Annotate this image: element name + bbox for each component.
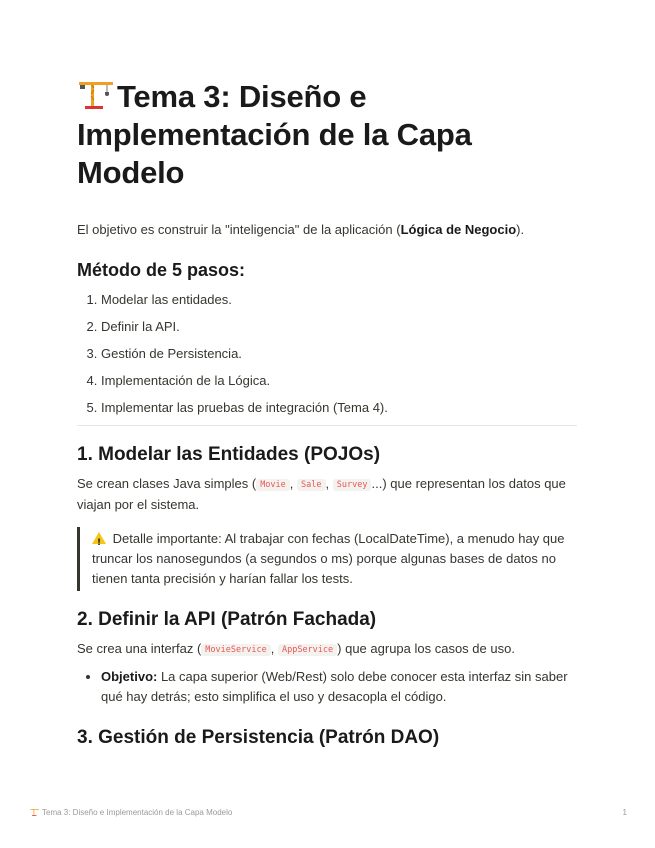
callout-quote: ! Detalle importante: Al trabajar con fechas (LocalDateTime), a menudo hay que truncar los nanosegundos (a segundos o ms) porque algunas bases de datos no tienen tanta precisión y harían fallar los tests. <box>77 527 577 591</box>
list-item: 4. Implementación de la Lógica. <box>101 371 577 391</box>
method-heading: Método de 5 pasos: <box>77 260 246 280</box>
code-inline: MovieService <box>201 644 270 656</box>
section2-bullets <box>77 667 577 707</box>
section1-heading: 1. Modelar las Entidades (POJOs) <box>77 444 381 465</box>
section2-paragraph: Se crea una interfaz ( MovieService , AppService ) que agrupa los casos de uso. <box>77 641 515 656</box>
section1-paragraph: Se crean clases Java simples ( Movie , Sale , Survey ...) que representan los datos que viajan por el sistema. <box>77 476 566 512</box>
list-item: 1. Modelar las entidades. <box>101 290 577 310</box>
page-number: 1 <box>622 808 627 817</box>
section3-heading: 3. Gestión de Persistencia (Patrón DAO) <box>77 727 440 748</box>
page-title: Tema 3: Diseño e Implementación de la Capa Modelo <box>77 79 472 190</box>
construction-crane-icon <box>77 78 117 110</box>
document-page <box>77 78 577 757</box>
list-item: 5. Implementar las pruebas de integración (Tema 4). <box>101 398 577 418</box>
intro-bold: Lógica de Negocio <box>400 222 517 237</box>
intro-paragraph: El objetivo es construir la "inteligencia" de la aplicación (Lógica de Negocio). <box>77 222 525 237</box>
code-inline: Movie <box>256 479 290 491</box>
construction-crane-icon <box>30 808 40 816</box>
page-footer <box>30 808 627 817</box>
divider <box>77 425 577 426</box>
code-inline: Sale <box>297 479 325 491</box>
list-item: 2. Definir la API. <box>101 317 577 337</box>
warning-icon <box>92 532 106 544</box>
list-item: 3. Gestión de Persistencia. <box>101 344 577 364</box>
section2-heading: 2. Definir la API (Patrón Fachada) <box>77 609 377 630</box>
method-steps-list <box>77 290 577 418</box>
code-inline: AppService <box>278 644 337 656</box>
footer-title: Tema 3: Diseño e Implementación de la Capa Modelo <box>42 808 233 817</box>
list-item: • Objetivo: La capa superior (Web/Rest) solo debe conocer esta interfaz sin saber qué hay detrás; esto simplifica el uso y desacopla el código. <box>101 667 577 707</box>
code-inline: Survey <box>333 479 372 491</box>
